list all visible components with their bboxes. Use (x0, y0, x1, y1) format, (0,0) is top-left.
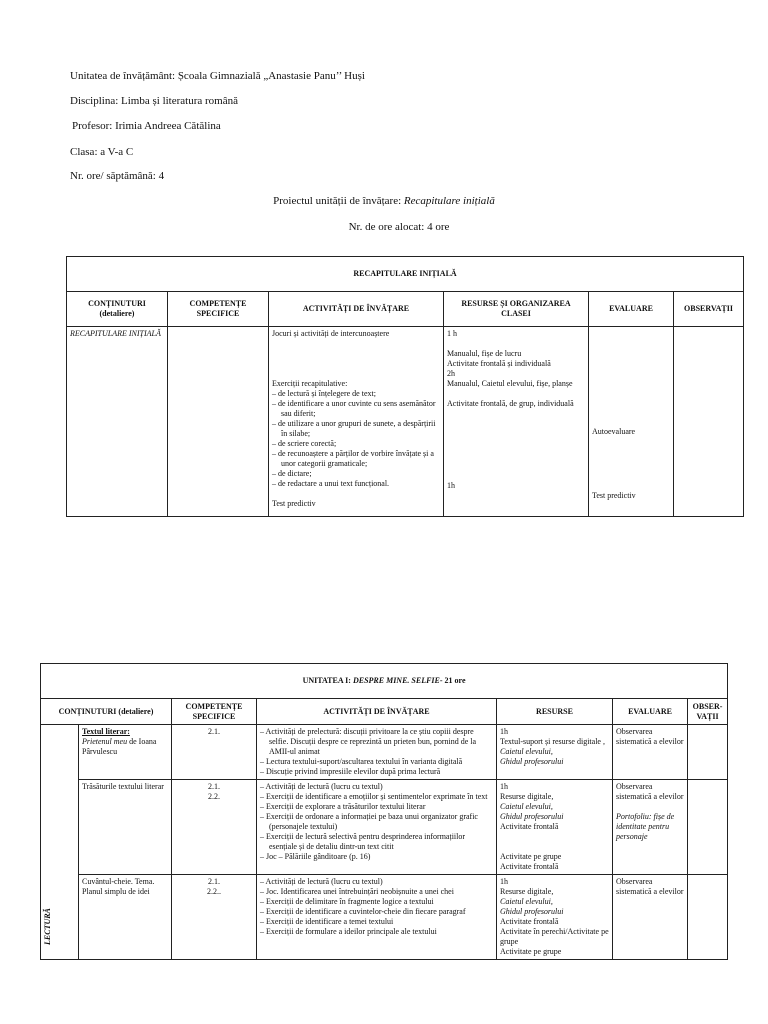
resource-line: Activitate frontală și individuală (447, 359, 551, 368)
evaluation-line: Observarea sistematică a elevilor (616, 782, 684, 801)
evaluation-cell (613, 875, 688, 960)
activity-line (272, 359, 440, 369)
resources-cell (497, 725, 613, 780)
project-title (0, 195, 768, 207)
section-label-cell (41, 725, 79, 960)
activity-line: – Activități de lectură (lucru cu textul) (260, 782, 383, 791)
activity-line: – Exerciții de delimitare în fragmente logice a textului (260, 897, 434, 906)
resource-line: Activitate frontală, de grup, individuală (447, 399, 574, 408)
allocated-hours: Nr. de ore alocat: 4 ore (348, 221, 450, 233)
resource-line: Resurse digitale, (500, 792, 554, 801)
resource-line: Textul-suport și resurse digitale , (500, 737, 605, 746)
activities-cell (257, 780, 497, 875)
section-label: LECTURĂ (43, 908, 52, 945)
evaluation-line: Observarea sistematică a elevilor (616, 727, 684, 746)
resource-line: Caietul elevului, (500, 897, 553, 906)
activity-line: – Discuție privind impresiile elevilor după prima lectură (260, 767, 441, 776)
activity-line: – de utilizare a unor grupuri de sunete, a despărțirii în silabe; (272, 419, 436, 438)
evaluation-line: Observarea sistematică a elevilor (616, 877, 684, 896)
competences-cell (172, 780, 257, 875)
header-competences: COMPETENȚE SPECIFICE (168, 292, 269, 327)
resource-line: 1 h (447, 329, 457, 338)
resource-line: Manualul, Caietul elevului, fișe, planșe (447, 379, 573, 388)
resource-line: 1h (500, 727, 508, 736)
activity-line: – Activități de prelectură: discuții privitoare la ce știu copiii despre selfie. Discuții despre ce reprezintă un prieten bun, pornind de la AMII-ul animat (260, 727, 477, 756)
activity-line: – Exerciții de formulare a ideilor principale ale textului (260, 927, 437, 936)
observations-cell (688, 780, 728, 875)
resource-line (500, 832, 609, 842)
header-activities: ACTIVITĂȚI DE ÎNVĂȚARE (269, 292, 444, 327)
activities-cell (257, 875, 497, 960)
school-unit: Unitatea de învățământ: Școala Gimnazială „Anastasie Panu’’ Huși (70, 70, 365, 82)
project-prefix: Proiectul unității de învățare: (273, 195, 402, 207)
class: Clasa: a V-a C (70, 146, 134, 158)
table-row (41, 875, 728, 960)
unit-header-activities: ACTIVITĂȚI DE ÎNVĂȚARE (257, 699, 497, 725)
activity-line: Exerciții recapitulative: (272, 379, 348, 388)
resource-line: Activitate frontală (500, 862, 559, 871)
activity-line (272, 339, 440, 349)
evaluation-cell (613, 725, 688, 780)
evaluation-line: Portofoliu: fișe de identitate pentru personaje (616, 812, 675, 841)
resources-cell (497, 875, 613, 960)
competences-cell (172, 875, 257, 960)
project-name: Recapitulare inițială (403, 195, 495, 207)
activity-line: – Exerciții de lectură selectivă pentru desprinderea informațiilor esențiale și de detaliu dintr-un text citit (260, 832, 466, 851)
activity-line: – de dictare; (272, 469, 312, 478)
resources-cell (497, 780, 613, 875)
resource-line: Manualul, fișe de lucru (447, 349, 522, 358)
recap-table (66, 256, 744, 517)
unit-table-title: UNITATEA I: DESPRE MINE. SELFIE- 21 ore (41, 664, 728, 699)
unit-header-evaluation: EVALUARE (613, 699, 688, 725)
activity-line: – de recunoaștere a părților de vorbire învățate și a unor categorii gramaticale; (272, 449, 434, 468)
resource-line: Activitate pe grupe (500, 947, 562, 956)
weekly-hours: Nr. ore/ săptămână: 4 (70, 170, 165, 182)
activity-line: – Exerciții de identificare a temei textului (260, 917, 394, 926)
resource-line: Ghidul profesorului (500, 907, 564, 916)
activity-line: – de scriere corectă; (272, 439, 337, 448)
evaluation-cell (613, 780, 688, 875)
competence-line: 2.1. (208, 727, 220, 736)
activities-cell (257, 725, 497, 780)
recap-resources (444, 327, 589, 517)
resource-line: 2h (447, 369, 455, 378)
competences-cell (172, 725, 257, 780)
resource-line: Caietul elevului, (500, 747, 553, 756)
evaluation-line (616, 802, 684, 812)
recap-observations (674, 327, 744, 517)
unit-table (40, 663, 728, 960)
resource-line: Ghidul profesorului (500, 812, 564, 821)
evaluation-self: Autoevaluare (592, 427, 636, 436)
recap-table-title: RECAPITULARE INIȚIALĂ (67, 257, 744, 292)
header-resources: RESURSE ȘI ORGANIZAREA CLASEI (444, 292, 589, 327)
competence-line: 2.2. (208, 792, 220, 801)
unit-header-resources: RESURSE (497, 699, 613, 725)
resource-line: Caietul elevului, (500, 802, 553, 811)
activity-line: – Exerciții de identificare a cuvintelor-cheie din fiecare paragraf (260, 907, 466, 916)
activity-line: – Exerciții de ordonare a informației pe baza unui organizator grafic (personajele textului) (260, 812, 478, 831)
observations-cell (688, 725, 728, 780)
resource-line: 1h (447, 481, 455, 490)
competence-line: 2.1. (208, 782, 220, 791)
recap-activities (269, 327, 444, 517)
activity-line: – Activități de lectură (lucru cu textul) (260, 877, 383, 886)
activity-line (272, 489, 440, 499)
teacher: Profesor: Irimia Andreea Cătălina (72, 120, 221, 132)
activity-line: – Exerciții de identificare a emoțiilor și sentimentelor exprimate în text (260, 792, 488, 801)
table-row (41, 780, 728, 875)
recap-content: RECAPITULARE INIȚIALĂ (67, 327, 168, 517)
content-cell: Cuvântul-cheie. Tema. Planul simplu de idei (79, 875, 172, 960)
activity-line: – de lectură și înțelegere de text; (272, 389, 376, 398)
header-observations: OBSERVAȚII (674, 292, 744, 327)
resource-line: Ghidul profesorului (500, 757, 564, 766)
discipline: Disciplina: Limba și literatura română (70, 95, 239, 107)
content-cell: Trăsăturile textului literar (79, 780, 172, 875)
unit-header-content: CONȚINUTURI (detaliere) (41, 699, 172, 725)
activity-line: – Lectura textului-suport/ascultarea textului în varianta digitală (260, 757, 463, 766)
activity-line: Test predictiv (272, 499, 316, 508)
resource-line: Activitate frontală (500, 822, 559, 831)
activity-line (272, 369, 440, 379)
resource-line (500, 842, 609, 852)
resource-line: Activitate pe grupe (500, 852, 562, 861)
content-cell: Textul literar: Prietenul meu de Ioana Pârvulescu (79, 725, 172, 780)
evaluation-test: Test predictiv (592, 491, 636, 500)
table-row (41, 725, 728, 780)
activity-line (272, 349, 440, 359)
activity-line: – Joc – Pălăriile gânditoare (p. 16) (260, 852, 371, 861)
recap-evaluation (589, 327, 674, 517)
unit-header-competences: COMPETENȚE SPECIFICE (172, 699, 257, 725)
activity-line: – Joc. Identificarea unei întrebuințări neobișnuite a unei chei (260, 887, 454, 896)
observations-cell (688, 875, 728, 960)
competence-line: 2.1. (208, 877, 220, 886)
resource-line: 1h (500, 782, 508, 791)
header-content: CONȚINUTURI (detaliere) (67, 292, 168, 327)
resource-line: 1h (500, 877, 508, 886)
activity-line: – de redactare a unui text funcțional. (272, 479, 390, 488)
resource-line (447, 389, 585, 399)
activity-line: Jocuri și activități de intercunoaștere (272, 329, 390, 338)
resource-line (447, 339, 585, 349)
header-evaluation: EVALUARE (589, 292, 674, 327)
competence-line: 2.2.. (207, 887, 221, 896)
resource-line: Resurse digitale, (500, 887, 554, 896)
recap-competences (168, 327, 269, 517)
unit-header-observations: OBSER-VAȚII (688, 699, 728, 725)
activity-line: – de identificare a unor cuvinte cu sens asemănător sau diferit; (272, 399, 436, 418)
resource-line: Activitate frontală (500, 917, 559, 926)
activity-line: – Exerciții de explorare a trăsăturilor textului literar (260, 802, 426, 811)
resource-line: Activitate în perechi/Activitate pe grupe (500, 927, 609, 946)
